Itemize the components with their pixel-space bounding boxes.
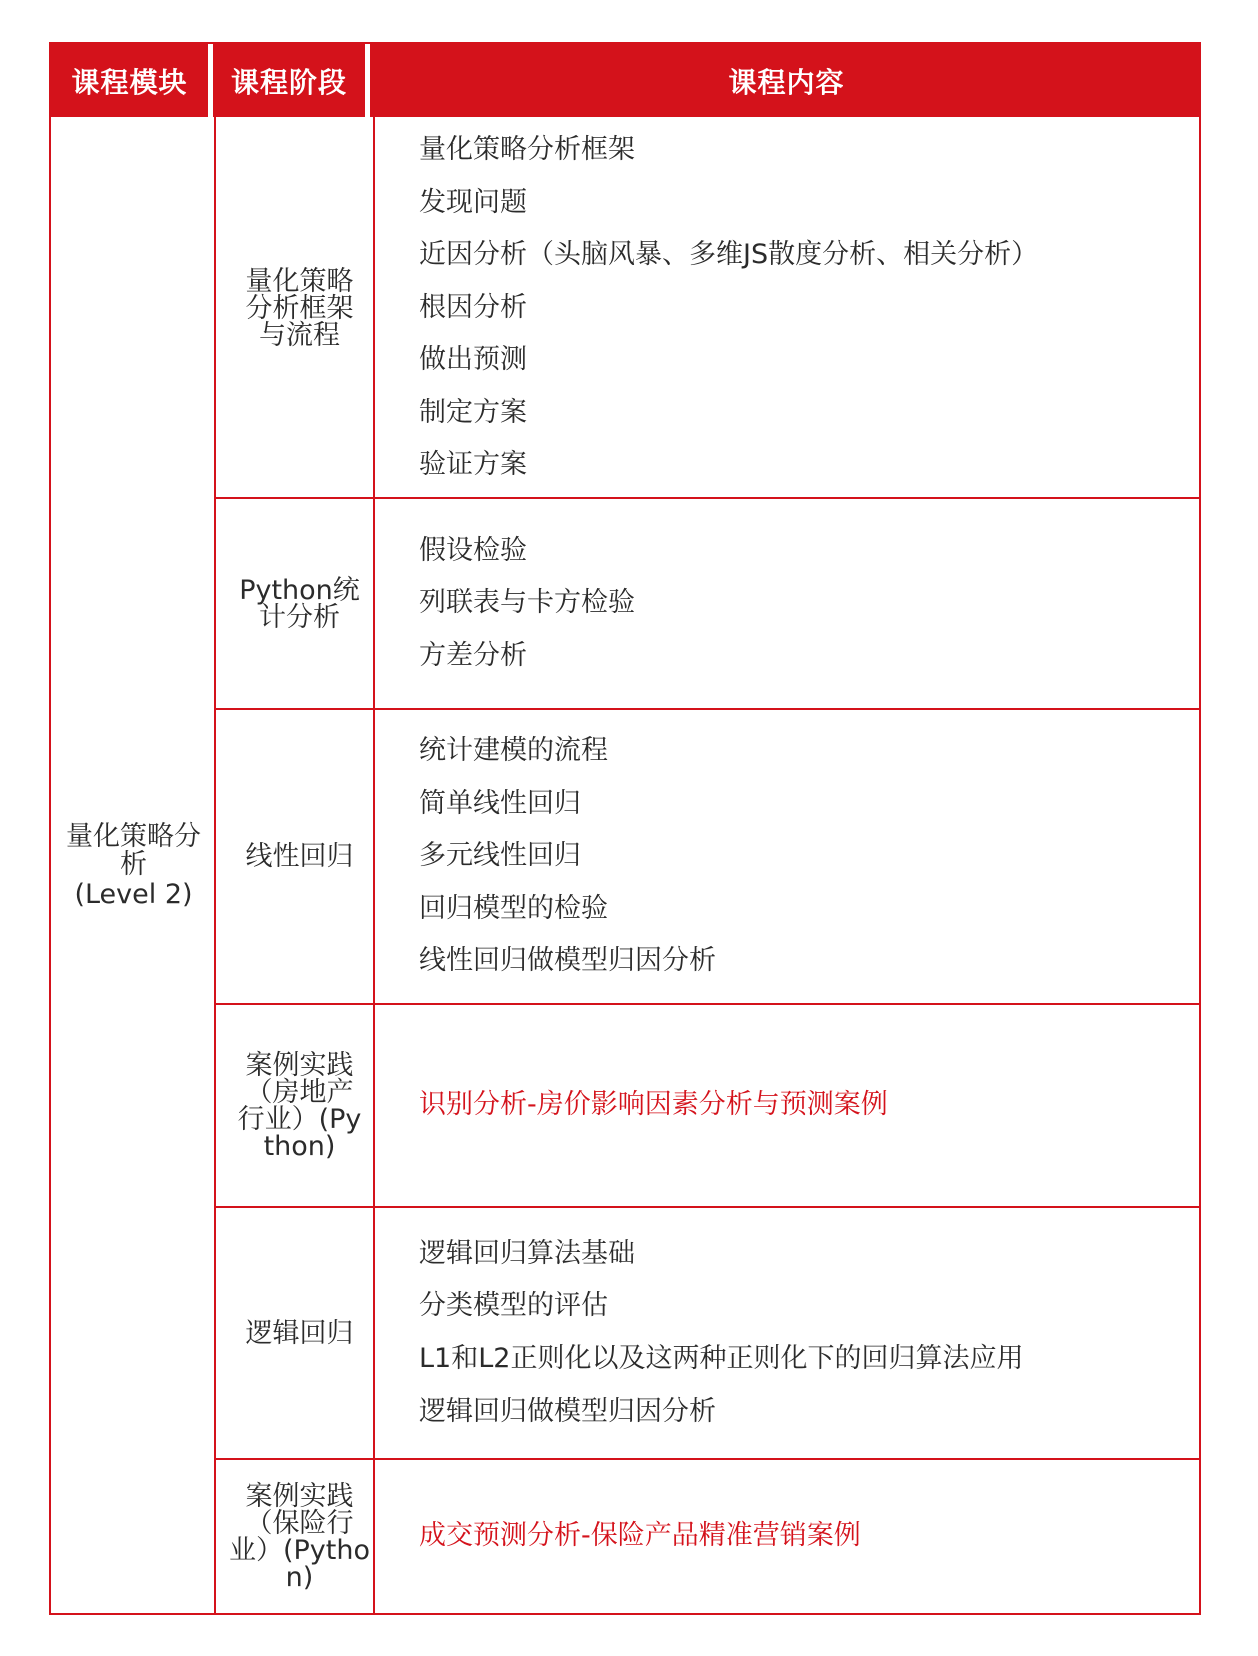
case-study: 成交预测分析-保险产品精准营销案例: [419, 1520, 861, 1552]
course-table: [49, 42, 1201, 1615]
content-item: 逻辑回归做模型归因分析: [419, 1395, 716, 1427]
header-stage: 课程阶段: [230, 65, 347, 99]
stage-cell: [218, 1460, 381, 1613]
content-cell: [419, 710, 1179, 1003]
content-cell: [419, 119, 1179, 497]
content-cell: [419, 1208, 1179, 1458]
content-cell: [419, 1005, 1179, 1206]
stage-name: 量化策略分析框架与流程: [245, 265, 354, 351]
module-level: (Level 2): [74, 879, 193, 910]
content-item: 发现问题: [419, 186, 527, 218]
stage-cell: [218, 499, 381, 708]
stage-cell: [218, 1005, 381, 1206]
content-item: 回归模型的检验: [419, 892, 608, 924]
content-cell: [419, 1460, 1179, 1613]
content-item: 近因分析（头脑风暴、多维JS散度分析、相关分析）: [419, 239, 1039, 271]
content-item: 制定方案: [419, 396, 527, 428]
stage-cell: [218, 1208, 381, 1458]
content-item: 假设检验: [419, 534, 527, 566]
stage-name: 逻辑回归: [245, 1317, 354, 1349]
content-item: 简单线性回归: [419, 787, 581, 819]
content-item: 分类模型的评估: [419, 1290, 608, 1322]
stage-cell: [218, 119, 381, 497]
content-item: 量化策略分析框架: [419, 133, 635, 165]
content-item: 方差分析: [419, 639, 527, 671]
stage-name: Python统计分析: [239, 574, 360, 633]
stage-name: 案例实践（保险行业）(Python): [228, 1480, 370, 1593]
stage-name: 线性回归: [245, 841, 354, 872]
content-item: 多元线性回归: [419, 840, 581, 872]
content-item: 线性回归做模型归因分析: [419, 945, 716, 977]
content-item: 列联表与卡方检验: [419, 587, 635, 619]
header-content: 课程内容: [728, 65, 845, 99]
content-item: 根因分析: [419, 291, 527, 323]
content-item: 做出预测: [419, 344, 527, 376]
case-study: 识别分析-房价影响因素分析与预测案例: [419, 1089, 888, 1121]
content-item: 验证方案: [419, 449, 527, 481]
content-item: L1和L2正则化以及这两种正则化下的回归算法应用: [419, 1343, 1024, 1374]
content-cell: [419, 499, 1179, 708]
content-item: 逻辑回归算法基础: [419, 1237, 635, 1269]
module-name: 量化策略分析: [66, 821, 201, 880]
stage-cell: [218, 710, 381, 1003]
module-cell: [51, 119, 216, 1613]
header-module: 课程模块: [71, 65, 188, 99]
content-item: 统计建模的流程: [419, 735, 608, 767]
stage-name: 案例实践（房地产行业）(Python): [237, 1049, 362, 1162]
table-header: [51, 44, 1199, 117]
